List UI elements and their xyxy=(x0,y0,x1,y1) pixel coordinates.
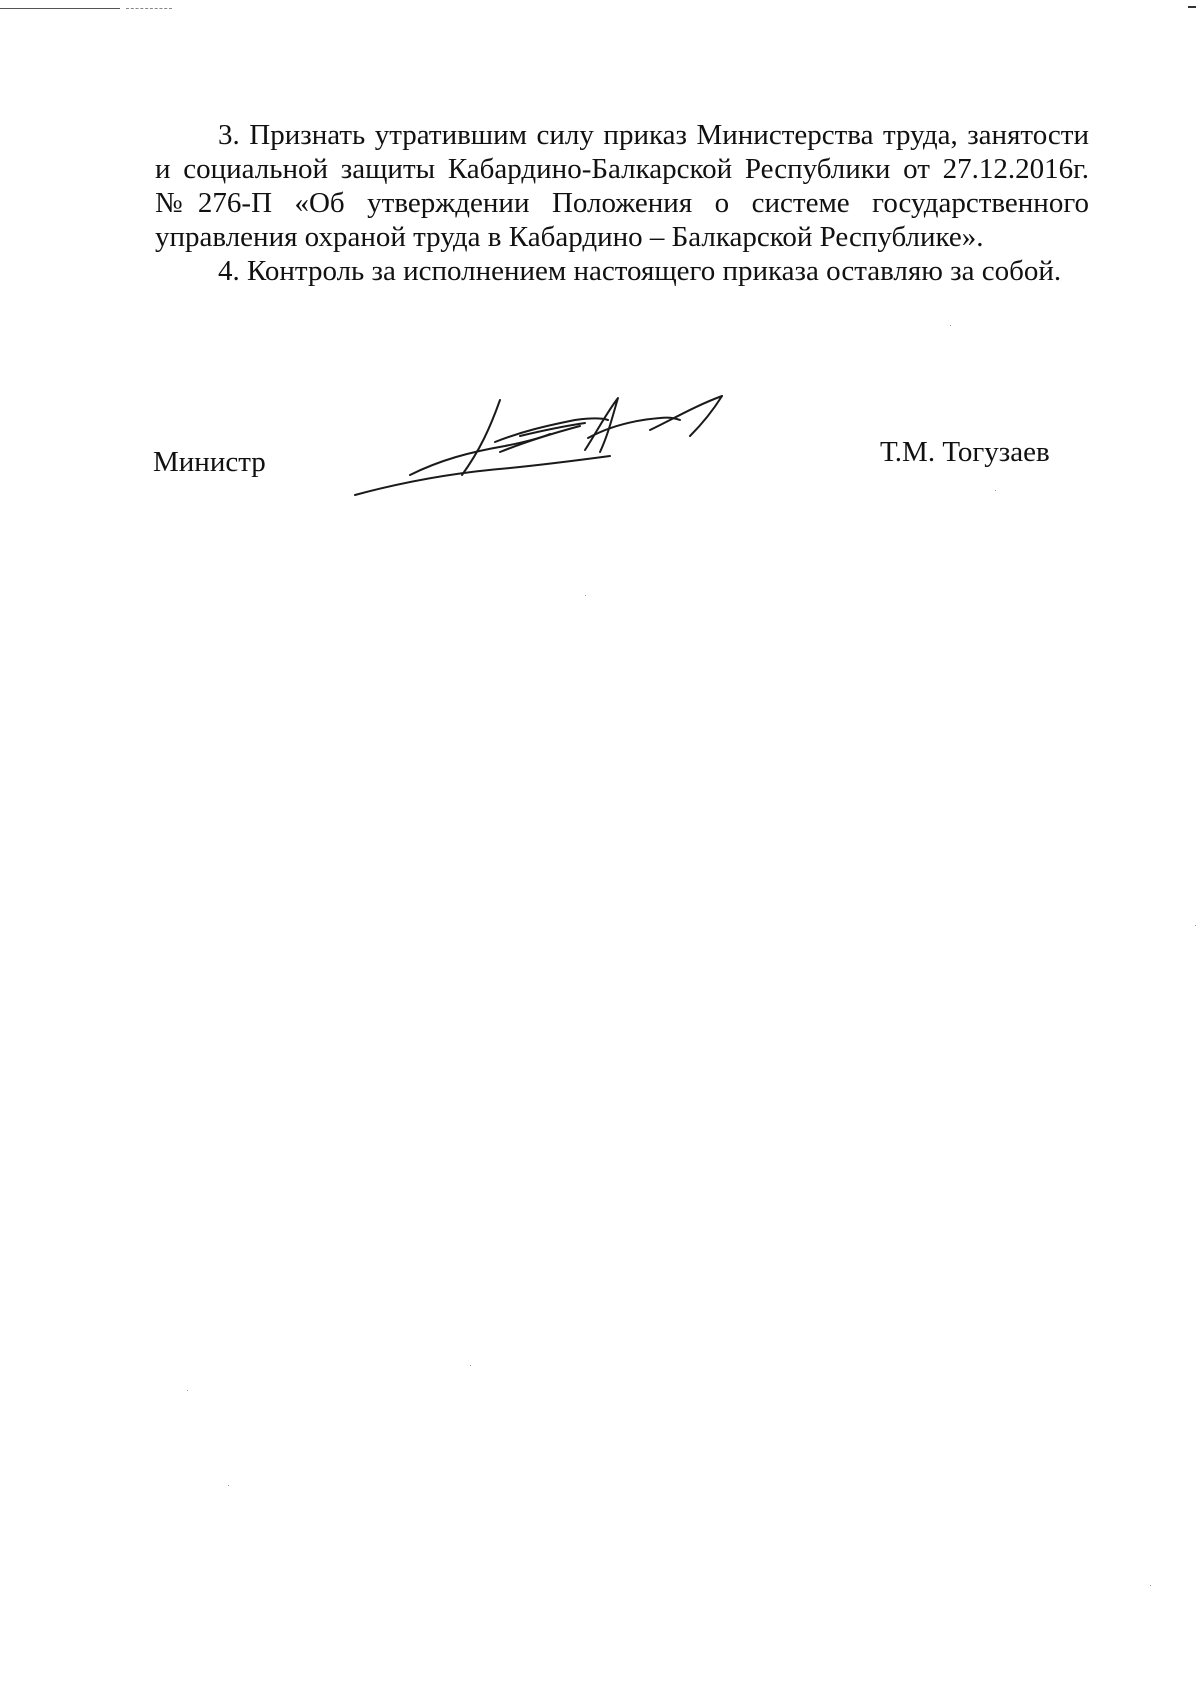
scan-speck xyxy=(187,1390,188,1391)
document-body xyxy=(155,118,1089,288)
scan-artifact-dash xyxy=(126,8,172,9)
scan-artifact-line xyxy=(0,8,120,9)
scan-speck xyxy=(585,595,586,596)
scan-artifact-mark xyxy=(1188,6,1196,8)
paragraph-4: 4. Контроль за исполнением настоящего приказа оставляю за собой. xyxy=(218,255,1062,287)
signature-block xyxy=(0,390,1200,510)
scan-speck xyxy=(1195,925,1196,926)
paragraph-3: 3. Признать утратившим силу приказ Министерства труда, занятости и социальной защиты Кабардино-Балкарской Республики от 27.12.2016г. №276-П «Об утверждении Положения о системе государственного управления охраной труда в Кабардино – Балкарской Республике». xyxy=(155,119,1089,253)
scan-speck xyxy=(228,1485,229,1486)
signer-role: Министр xyxy=(153,446,266,478)
scan-speck xyxy=(470,1365,471,1366)
scan-speck xyxy=(950,325,951,326)
handwritten-signature xyxy=(350,390,730,500)
signer-name: Т.М. Тогузаев xyxy=(880,436,1050,468)
scan-speck xyxy=(1150,1585,1151,1586)
